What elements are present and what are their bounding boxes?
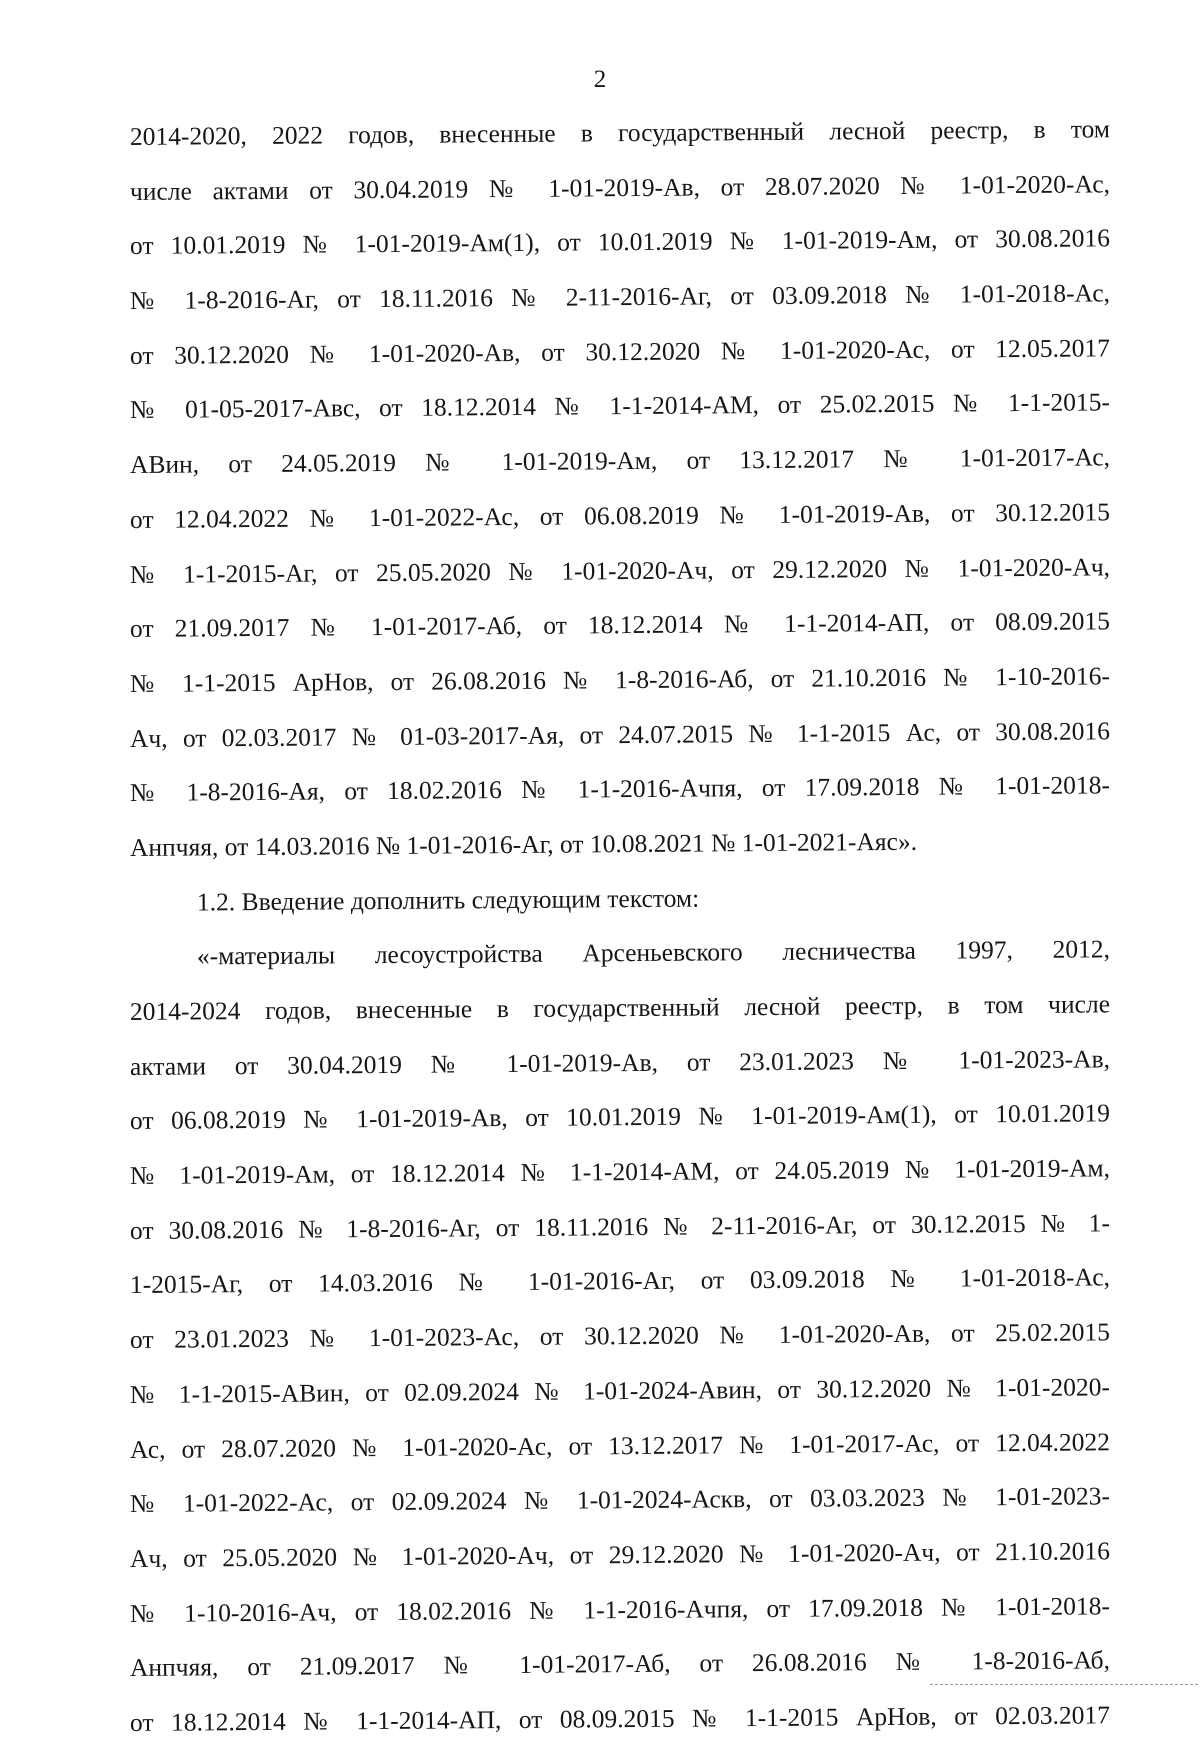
text-line: № 1-01-2019-Ам, от 18.12.2014 № 1-1-2014-АМ, от 24.05.2019 № 1-01-2019-Ам, bbox=[129, 1153, 1111, 1191]
text-line: № 1-8-2016-Ая, от 18.02.2016 № 1-1-2016-Ачпя, от 17.09.2018 № 1-01-2018- bbox=[129, 770, 1111, 808]
text-line: «-материалы лесоустройства Арсеньевского лесничества 1997, 2012, bbox=[196, 934, 1111, 971]
text-line: 2014-2024 годов, внесенные в государственный лесной реестр, в том числе bbox=[129, 989, 1111, 1026]
text-line: от 30.12.2020 № 1-01-2020-Ав, от 30.12.2020 № 1-01-2020-Ас, от 12.05.2017 bbox=[129, 333, 1111, 370]
text-line: от 21.09.2017 № 1-01-2017-Аб, от 18.12.2014 № 1-1-2014-АП, от 08.09.2015 bbox=[129, 606, 1111, 644]
text-line: от 30.08.2016 № 1-8-2016-Аг, от 18.11.2016 № 2-11-2016-Аг, от 30.12.2015 № 1- bbox=[129, 1208, 1111, 1245]
text-line: Ас, от 28.07.2020 № 1-01-2020-Ас, от 13.12.2017 № 1-01-2017-Ас, от 12.04.2022 bbox=[129, 1426, 1111, 1464]
text-line: № 1-1-2015-АВин, от 02.09.2024 № 1-01-2024-Авин, от 30.12.2020 № 1-01-2020- bbox=[129, 1372, 1111, 1409]
text-line: числе актами от 30.04.2019 № 1-01-2019-Ав, от 28.07.2020 № 1-01-2020-Ас, bbox=[129, 168, 1111, 206]
text-line: от 18.12.2014 № 1-1-2014-АП, от 08.09.2015 № 1-1-2015 АрНов, от 02.03.2017 bbox=[129, 1700, 1111, 1737]
text-line: Анпчяя, от 21.09.2017 № 1-01-2017-Аб, от 26.08.2016 № 1-8-2016-Аб, bbox=[129, 1645, 1111, 1683]
text-line: № 1-8-2016-Аг, от 18.11.2016 № 2-11-2016-Аг, от 03.09.2018 № 1-01-2018-Ас, bbox=[129, 278, 1111, 316]
text-line: актами от 30.04.2019 № 1-01-2019-Ав, от 23.01.2023 № 1-01-2023-Ав, bbox=[129, 1043, 1111, 1081]
text-line: № 1-10-2016-Ач, от 18.02.2016 № 1-1-2016-Ачпя, от 17.09.2018 № 1-01-2018- bbox=[129, 1590, 1111, 1628]
page-number: 2 bbox=[593, 66, 607, 93]
text-line: № 1-01-2022-Ас, от 02.09.2024 № 1-01-2024-Аскв, от 03.03.2023 № 1-01-2023- bbox=[129, 1481, 1111, 1519]
section-heading: 1.2. Введение дополнить следующим текстом: bbox=[196, 883, 700, 917]
text-line: № 1-1-2015 АрНов, от 26.08.2016 № 1-8-2016-Аб, от 21.10.2016 № 1-10-2016- bbox=[129, 661, 1111, 698]
text-line: от 10.01.2019 № 1-01-2019-Ам(1), от 10.01.2019 № 1-01-2019-Ам, от 30.08.2016 bbox=[129, 223, 1111, 261]
text-line: Ач, от 25.05.2020 № 1-01-2020-Ач, от 29.12.2020 № 1-01-2020-Ач, от 21.10.2016 bbox=[129, 1536, 1111, 1573]
text-line: 1-2015-Аг, от 14.03.2016 № 1-01-2016-Аг, от 03.09.2018 № 1-01-2018-Ас, bbox=[129, 1262, 1111, 1300]
text-line: АВин, от 24.05.2019 № 1-01-2019-Ам, от 13.12.2017 № 1-01-2017-Ас, bbox=[129, 442, 1111, 480]
text-line: от 06.08.2019 № 1-01-2019-Ав, от 10.01.2019 № 1-01-2019-Ам(1), от 10.01.2019 bbox=[129, 1098, 1111, 1136]
text-line: Ач, от 02.03.2017 № 01-03-2017-Ая, от 24.07.2015 № 1-1-2015 Ас, от 30.08.2016 bbox=[129, 715, 1111, 753]
text-line: № 01-05-2017-Авс, от 18.12.2014 № 1-1-2014-АМ, от 25.02.2015 № 1-1-2015- bbox=[129, 387, 1111, 425]
text-line: № 1-1-2015-Аг, от 25.05.2020 № 1-01-2020-Ач, от 29.12.2020 № 1-01-2020-Ач, bbox=[129, 551, 1111, 589]
text-line: 2014-2020, 2022 годов, внесенные в государственный лесной реестр, в том bbox=[129, 114, 1111, 151]
text-line: от 12.04.2022 № 1-01-2022-Ас, от 06.08.2019 № 1-01-2019-Ав, от 30.12.2015 bbox=[129, 497, 1111, 534]
text-line: Анпчяя, от 14.03.2016 № 1-01-2016-Аг, от 10.08.2021 № 1-01-2021-Аяс». bbox=[129, 826, 918, 862]
text-line: от 23.01.2023 № 1-01-2023-Ас, от 30.12.2020 № 1-01-2020-Ав, от 25.02.2015 bbox=[129, 1317, 1111, 1355]
body-text bbox=[130, 110, 1110, 1751]
scan-edge-line bbox=[930, 1684, 1198, 1685]
